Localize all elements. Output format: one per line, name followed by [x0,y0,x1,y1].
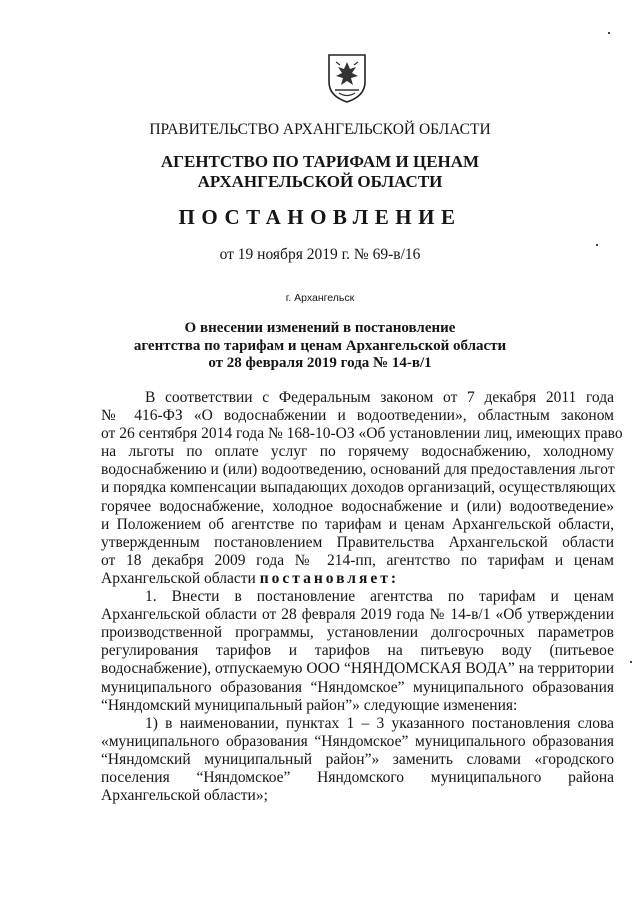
body-line: на льготы по оплате услуг по горячему водоснабжению, холодному [101,443,614,461]
body-line: и порядка компенсации выпадающих доходов организаций, осуществляющих [101,479,616,497]
body-line: и Положением об агентстве по тарифам и ценам Архангельской области, [101,515,614,533]
body-line: от 26 сентября 2014 года № 168-10-ОЗ «Об установлении лиц, имеющих право [101,425,623,443]
body-line: 1. Внести в постановление агентства по тарифам и ценам [145,588,614,606]
body-line: производственной программы, установлении долгосрочных параметров [101,624,614,642]
document-subject [0,320,640,373]
body-text: Архангельской области [101,569,256,587]
scan-speck [596,244,598,246]
body-line [101,570,614,588]
body-line: от 18 декабря 2009 года № 214-пп, агентство по тарифам и ценам [101,551,614,569]
subject-line-3: от 28 февраля 2019 года № 14-в/1 [208,355,432,371]
body-line: муниципального образования “Няндомское” муниципального образования [101,678,614,696]
subject-line-2: агентства по тарифам и ценам Архангельской области [133,337,507,354]
body-line: В соответствии с Федеральным законом от 7 декабря 2011 года [145,389,614,406]
body-line: “Няндомский муниципальный район”» следующие изменения: [101,696,518,714]
document-city: г. Архангельск [285,292,355,304]
body-line: водоснабжению и (или) водоотведению, оснований для предоставления льгот [101,461,615,479]
resolution-word: постановляет: [259,569,400,587]
scan-speck [608,32,610,34]
government-title: ПРАВИТЕЛЬСТВО АРХАНГЕЛЬСКОЙ ОБЛАСТИ [149,121,491,138]
subject-line-1: О внесении изменений в постановление [184,320,456,336]
body-line: Архангельской области от 28 февраля 2019 года № 14-в/1 «Об утверждении [101,606,614,624]
agency-name-line-2: АРХАНГЕЛЬСКОЙ ОБЛАСТИ [197,172,443,191]
body-line: горячее водоснабжение, холодное водоснабжение и (или) водоотведение» [101,497,614,515]
scan-speck [630,661,632,663]
document-date-number: от 19 ноября 2019 г. № 69-в/16 [219,246,421,263]
agency-name [0,152,640,192]
body-line: регулирования тарифов и тарифов на питьевую воду (питьевое [101,642,614,660]
body-line: “Няндомский муниципальный район”» заменить словами «городского [101,750,614,768]
body-line: «муниципального образования “Няндомское” муниципального образования [101,732,614,750]
body-line: Архангельской области»; [101,787,268,805]
body-line: поселения “Няндомское” Няндомского муниципального района [101,768,614,786]
coat-of-arms-icon [326,52,368,104]
body-line: водоснабжение), отпускаемую ООО “НЯНДОМСКАЯ ВОДА” на территории [101,660,614,678]
body-line: утвержденным постановлением Правительства Архангельской области [101,533,614,551]
body-line: № 416-ФЗ «О водоснабжении и водоотведении», областным законом [101,407,614,425]
document-body [101,389,623,805]
document-type: ПОСТАНОВЛЕНИЕ [178,205,462,229]
body-line: 1) в наименовании, пунктах 1 – 3 указанного постановления слова [145,714,614,732]
agency-name-line-1: АГЕНТСТВО ПО ТАРИФАМ И ЦЕНАМ [160,152,480,171]
